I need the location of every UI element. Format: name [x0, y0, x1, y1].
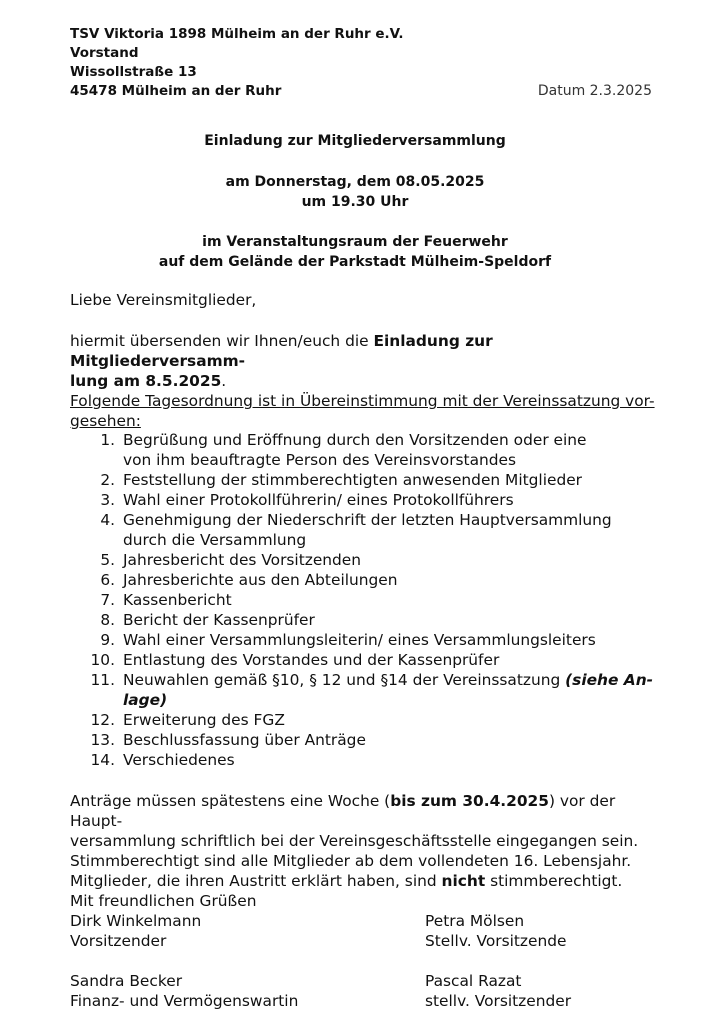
- sender-city: 45478 Mülheim an der Ruhr: [70, 83, 282, 99]
- agenda-number: 7.: [100, 591, 115, 609]
- agenda-item: [70, 550, 660, 570]
- agenda-item: [70, 510, 660, 550]
- agenda-item: [70, 750, 660, 770]
- closing-text: versammlung schriftlich bei der Vereinsgeschäftsstelle eingegangen sein.: [70, 832, 639, 850]
- agenda-number: 9.: [100, 631, 115, 649]
- closing-text: Stimmberechtigt sind alle Mitglieder ab dem vollendeten 16. Lebensjahr.: [70, 852, 632, 870]
- agenda-number: 1.: [100, 431, 115, 449]
- signature-block: [425, 911, 566, 951]
- agenda-text: Neuwahlen gemäß §10, § 12 und §14 der Vereinssatzung: [123, 671, 566, 689]
- signatory-name: Petra Mölsen: [425, 912, 525, 930]
- agenda-number: 12.: [90, 711, 115, 729]
- agenda-text: Kassenbericht: [123, 591, 232, 609]
- deadline-date: bis zum 30.4.2025: [390, 792, 549, 810]
- sender-club-name: TSV Viktoria 1898 Mülheim an der Ruhr e.V.: [70, 26, 404, 42]
- salutation: Liebe Vereinsmitglieder,: [70, 291, 257, 309]
- agenda-text: Feststellung der stimmberechtigten anwesenden Mitglieder: [123, 471, 583, 489]
- agenda-item: [70, 570, 660, 590]
- agenda-item: [70, 490, 660, 510]
- sender-address: [70, 25, 404, 101]
- signatory-name: Pascal Razat: [425, 972, 522, 990]
- signature-block: [70, 971, 298, 1011]
- agenda-number: 3.: [100, 491, 115, 509]
- closing-text: Anträge müssen spätestens eine Woche (: [70, 792, 391, 810]
- agenda-intro-line-1: Folgende Tagesordnung ist in Übereinstimmung mit der Vereinssatzung vor-: [70, 392, 655, 410]
- sender-department: Vorstand: [70, 45, 139, 61]
- closing-greeting: Mit freundlichen Grüßen: [70, 892, 257, 910]
- agenda-number: 6.: [100, 571, 115, 589]
- intro-period: .: [221, 372, 227, 390]
- agenda-intro-line-2: gesehen:: [70, 412, 141, 430]
- agenda-number: 11.: [90, 671, 115, 689]
- letter-title: Einladung zur Mitgliederversammlung: [204, 133, 506, 149]
- location-line-1: im Veranstaltungsraum der Feuerwehr: [202, 234, 508, 250]
- agenda-text: Bericht der Kassenprüfer: [123, 611, 315, 629]
- closing-emphasis: nicht: [441, 872, 486, 890]
- signature-block: [70, 911, 201, 951]
- agenda-text: Erweiterung des FGZ: [123, 711, 285, 729]
- agenda-number: 13.: [90, 731, 115, 749]
- agenda-number: 5.: [100, 551, 115, 569]
- signatory-role: stellv. Vorsitzender: [425, 992, 572, 1010]
- agenda-text: Verschiedenes: [123, 751, 235, 769]
- agenda-text: Jahresbericht des Vorsitzenden: [123, 551, 362, 569]
- agenda-item: [70, 710, 660, 730]
- agenda-item: [70, 630, 660, 650]
- signatory-role: Stellv. Vorsitzende: [425, 932, 567, 950]
- agenda-text-cont: von ihm beauftragte Person des Vereinsvorstandes: [123, 451, 517, 469]
- intro-text: hiermit übersenden wir Ihnen/euch die: [70, 332, 374, 350]
- signatory-role: Vorsitzender: [70, 932, 167, 950]
- meeting-time: [0, 172, 710, 212]
- agenda-number: 10.: [90, 651, 115, 669]
- agenda-item: [70, 470, 660, 490]
- agenda-number: 8.: [100, 611, 115, 629]
- agenda-item: [70, 610, 660, 630]
- agenda-text: Jahresberichte aus den Abteilungen: [123, 571, 398, 589]
- closing-text: stimmberechtigt.: [485, 872, 623, 890]
- agenda-item: [70, 590, 660, 610]
- agenda-item: [70, 430, 660, 470]
- agenda-text: Beschlussfassung über Anträge: [123, 731, 366, 749]
- agenda-text-cont: durch die Versammlung: [123, 531, 307, 549]
- agenda-number: 2.: [100, 471, 115, 489]
- meeting-date-line: am Donnerstag, dem 08.05.2025: [225, 174, 485, 190]
- agenda-item: [70, 650, 660, 670]
- signature-block: [425, 971, 571, 1011]
- signatory-name: Sandra Becker: [70, 972, 183, 990]
- agenda-item: [70, 730, 660, 750]
- agenda-text: Entlastung des Vorstandes und der Kassenprüfer: [123, 651, 500, 669]
- agenda-number: 14.: [90, 751, 115, 769]
- agenda-list: [70, 430, 660, 770]
- location-line-2: auf dem Gelände der Parkstadt Mülheim-Speldorf: [158, 254, 552, 270]
- agenda-item: [70, 670, 660, 710]
- agenda-text: Genehmigung der Niederschrift der letzten Hauptversammlung: [123, 511, 612, 529]
- meeting-location: [0, 232, 710, 272]
- agenda-note-cont: lage): [123, 691, 168, 709]
- meeting-hour-line: um 19.30 Uhr: [301, 194, 409, 210]
- sender-street: Wissollstraße 13: [70, 64, 197, 80]
- letter-date: Datum 2.3.2025: [537, 83, 652, 99]
- intro-bold-2: lung am 8.5.2025: [70, 372, 222, 390]
- signatory-name: Dirk Winkelmann: [70, 912, 202, 930]
- intro-bold-1: Einladung zur Mitgliederversamm-: [70, 332, 493, 370]
- closing-text: Mitglieder, die ihren Austritt erklärt haben, sind: [70, 872, 442, 890]
- intro-paragraph: [70, 331, 660, 431]
- agenda-number: 4.: [100, 511, 115, 529]
- agenda-text: Wahl einer Protokollführerin/ eines Protokollführers: [123, 491, 514, 509]
- agenda-text: Wahl einer Versammlungsleiterin/ eines Versammlungsleiters: [123, 631, 596, 649]
- agenda-text: Begrüßung und Eröffnung durch den Vorsitzenden oder eine: [123, 431, 587, 449]
- closing-text: ) vor der Haupt-: [70, 792, 616, 830]
- signatory-role: Finanz- und Vermögenswartin: [70, 992, 299, 1010]
- closing-paragraph: [70, 791, 660, 911]
- agenda-note: (siehe An-: [565, 671, 654, 689]
